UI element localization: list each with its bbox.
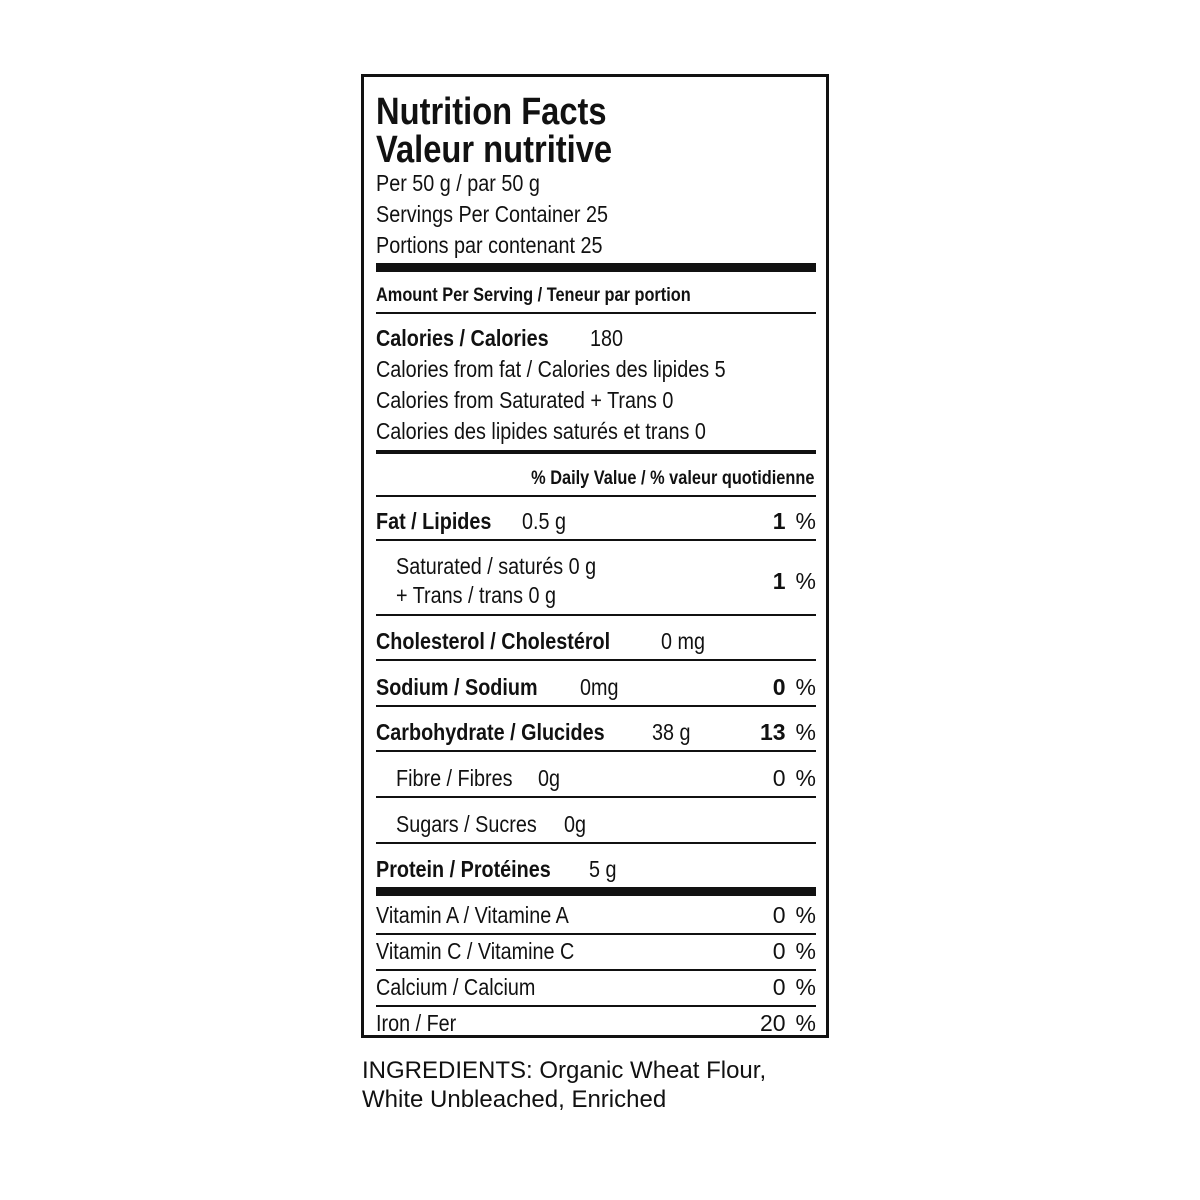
vitamin-c-dv-value: 0 [772,938,786,964]
carbohydrate-amount: 38 g [652,719,691,745]
vitamin-a-dv-value: 0 [772,902,786,928]
iron-label: Iron / Fer [376,1010,457,1036]
divider [376,750,816,752]
divider [376,539,816,541]
fibre-label: Fibre / Fibres [396,765,513,791]
fibre-dv [746,767,816,790]
cholesterol-label: Cholesterol / Cholestérol [376,628,611,654]
title-french: Valeur nutritive [376,129,613,171]
nutrition-facts-content [376,77,816,1035]
percent-sign: % [795,974,816,1000]
percent-sign: % [795,719,816,745]
saturated-label: Saturated / saturés 0 g [396,553,597,579]
divider [376,969,816,971]
calories-label: Calories / Calories [376,325,549,351]
fat-label: Fat / Lipides [376,508,492,534]
sodium-amount: 0mg [580,674,619,700]
iron-dv [746,1012,816,1035]
calories-sat-trans-en: Calories from Saturated + Trans 0 [376,387,674,413]
sodium-dv-value: 0 [772,674,786,700]
calcium-dv [746,976,816,999]
amount-per-serving-header: Amount Per Serving / Teneur par portion [376,285,691,306]
fat-dv-value: 1 [772,508,786,534]
percent-sign: % [795,674,816,700]
calcium-dv-value: 0 [772,974,786,1000]
serving-size: Per 50 g / par 50 g [376,170,540,196]
divider [376,614,816,616]
carbohydrate-label: Carbohydrate / Glucides [376,719,605,745]
percent-sign: % [795,568,816,594]
iron-dv-value: 20 [759,1010,786,1036]
saturated-dv [746,570,816,593]
percent-sign: % [795,902,816,928]
vitamin-c-dv [746,940,816,963]
vitamin-a-label: Vitamin A / Vitamine A [376,902,569,928]
sodium-label: Sodium / Sodium [376,674,538,700]
medium-divider [376,450,816,454]
vitamin-a-dv [746,904,816,927]
percent-sign: % [795,938,816,964]
thick-divider [376,887,816,896]
divider [376,659,816,661]
sugars-amount: 0g [564,811,587,837]
carbohydrate-dv-value: 13 [759,719,786,745]
servings-per-container: Servings Per Container 25 [376,201,608,227]
fibre-dv-value: 0 [772,765,786,791]
fibre-amount: 0g [538,765,561,791]
saturated-dv-value: 1 [772,568,786,594]
divider [376,796,816,798]
fat-amount: 0.5 g [522,508,566,534]
sugars-label: Sugars / Sucres [396,811,537,837]
title-english: Nutrition Facts [376,91,607,133]
percent-sign: % [795,508,816,534]
divider [376,1005,816,1007]
divider [376,705,816,707]
protein-label: Protein / Protéines [376,856,551,882]
divider [376,842,816,844]
sodium-dv [746,676,816,699]
vitamin-c-label: Vitamin C / Vitamine C [376,938,575,964]
protein-amount: 5 g [589,856,617,882]
ingredients-line-1: INGREDIENTS: Organic Wheat Flour, [362,1057,767,1084]
divider [376,312,816,314]
percent-sign: % [795,765,816,791]
trans-label: + Trans / trans 0 g [396,582,556,608]
calories-from-fat: Calories from fat / Calories des lipides 5 [376,356,726,382]
calories-sat-trans-fr: Calories des lipides saturés et trans 0 [376,418,706,444]
ingredients-text [362,1056,832,1114]
fat-dv [746,510,816,533]
calcium-label: Calcium / Calcium [376,974,536,1000]
divider [376,495,816,497]
percent-sign: % [795,1010,816,1036]
thick-divider [376,263,816,272]
divider [376,933,816,935]
cholesterol-amount: 0 mg [661,628,705,654]
daily-value-header: % Daily Value / % valeur quotidienne [530,468,814,489]
nutrition-facts-panel [361,74,829,1038]
portions-par-contenant: Portions par contenant 25 [376,232,603,258]
calories-value: 180 [590,325,624,351]
carbohydrate-dv [746,721,816,744]
ingredients-line-2: White Unbleached, Enriched [362,1086,667,1113]
